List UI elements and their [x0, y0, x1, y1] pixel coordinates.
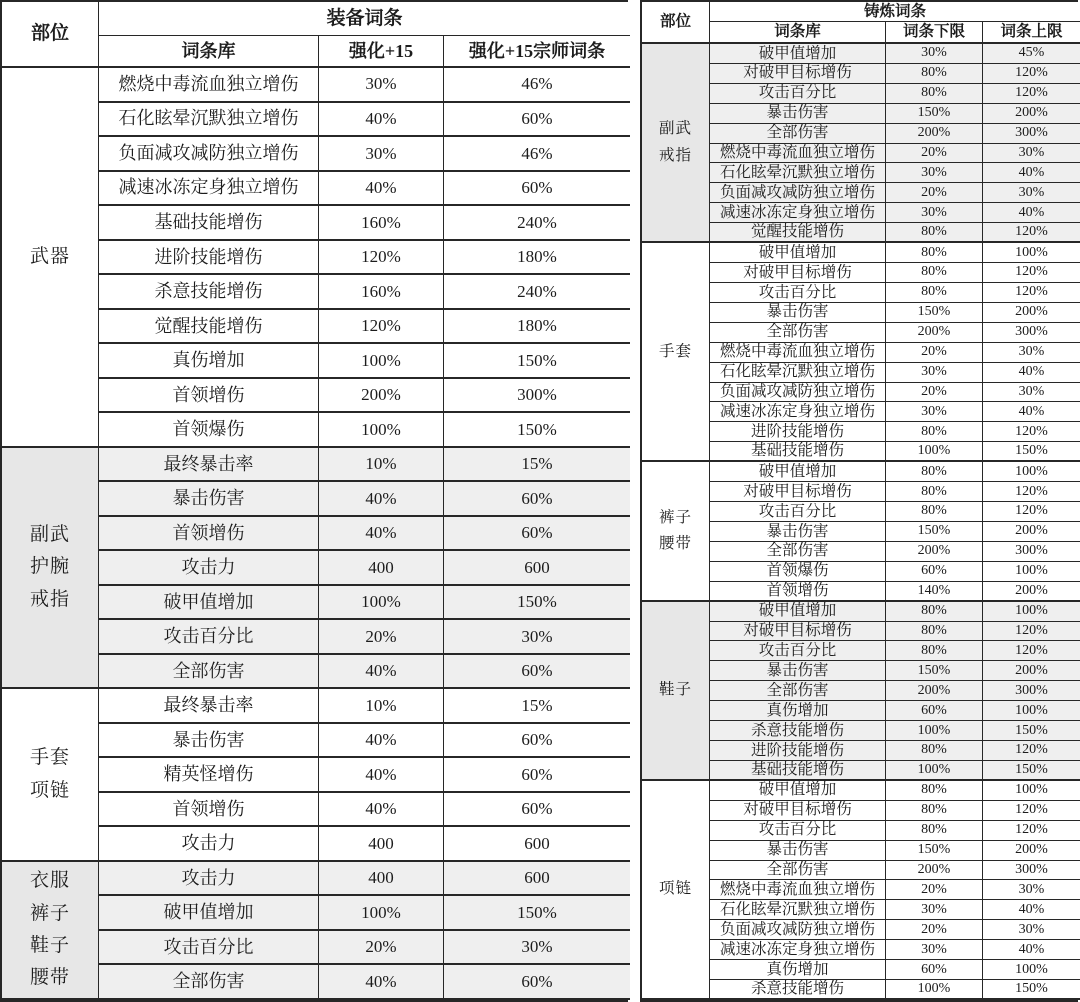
part-column-header: 部位 — [642, 2, 710, 44]
part-group-label — [642, 243, 710, 462]
affix-value-cell: 120% — [983, 482, 1080, 502]
affix-name-cell: 减速冰冻定身独立增伤 — [710, 940, 886, 960]
affix-name-cell: 杀意技能增伤 — [99, 275, 319, 310]
affix-value-cell: 20% — [886, 383, 983, 403]
affix-value-cell: 200% — [886, 542, 983, 562]
affix-value-cell: 200% — [983, 303, 1080, 323]
affix-value-cell: 200% — [983, 661, 1080, 681]
affix-value-cell: 140% — [886, 582, 983, 602]
affix-value-cell: 30% — [983, 183, 1080, 203]
affix-name-cell: 负面减攻减防独立增伤 — [710, 183, 886, 203]
affix-name-cell: 首领爆伤 — [710, 562, 886, 582]
affix-value-cell: 30% — [886, 402, 983, 422]
affix-value-cell: 20% — [886, 183, 983, 203]
affix-value-cell: 240% — [444, 206, 630, 241]
part-group-label-line: 鞋子 — [29, 934, 70, 956]
affix-value-cell: 150% — [983, 442, 1080, 462]
affix-value-cell: 80% — [886, 283, 983, 303]
affix-name-cell: 减速冰冻定身独立增伤 — [99, 172, 319, 207]
affix-value-cell: 100% — [983, 243, 1080, 263]
affix-value-cell: 15% — [444, 448, 630, 483]
part-column-header: 部位 — [2, 2, 99, 68]
affix-value-cell: 80% — [886, 801, 983, 821]
affix-value-cell: 80% — [886, 84, 983, 104]
affix-value-cell: 40% — [983, 402, 1080, 422]
affix-value-cell: 40% — [983, 900, 1080, 920]
affix-value-cell: 20% — [886, 880, 983, 900]
affix-name-cell: 破甲值增加 — [99, 896, 319, 931]
affix-value-cell: 40% — [983, 203, 1080, 223]
affix-value-cell: 40% — [319, 758, 444, 793]
affix-value-cell: 40% — [319, 793, 444, 828]
affix-name-cell: 最终暴击率 — [99, 689, 319, 724]
affix-name-cell: 攻击百分比 — [710, 84, 886, 104]
affix-name-cell: 真伤增加 — [99, 344, 319, 379]
part-group-label — [2, 689, 99, 862]
affix-name-cell: 进阶技能增伤 — [99, 241, 319, 276]
affix-name-cell: 进阶技能增伤 — [710, 422, 886, 442]
affix-value-cell: 45% — [983, 44, 1080, 64]
affix-value-cell: 30% — [886, 44, 983, 64]
affix-value-cell: 300% — [983, 681, 1080, 701]
affix-name-cell: 首领增伤 — [99, 517, 319, 552]
affix-value-cell: 400 — [319, 862, 444, 897]
affix-name-cell: 对破甲目标增伤 — [710, 263, 886, 283]
affix-value-cell: 160% — [319, 275, 444, 310]
affix-value-cell: 80% — [886, 821, 983, 841]
affix-name-cell: 全部伤害 — [710, 323, 886, 343]
affix-value-cell: 80% — [886, 462, 983, 482]
affix-name-cell: 真伤增加 — [710, 701, 886, 721]
affix-name-cell: 破甲值增加 — [710, 44, 886, 64]
affix-value-cell: 80% — [886, 422, 983, 442]
affix-value-cell: 100% — [319, 896, 444, 931]
affix-value-cell: 120% — [983, 64, 1080, 84]
affix-value-cell: 60% — [444, 724, 630, 759]
affix-value-cell: 150% — [983, 721, 1080, 741]
affix-name-cell: 觉醒技能增伤 — [710, 223, 886, 243]
affix-value-cell: 30% — [983, 144, 1080, 164]
affix-name-cell: 全部伤害 — [710, 542, 886, 562]
affix-value-cell: 120% — [983, 622, 1080, 642]
affix-name-cell: 真伤增加 — [710, 960, 886, 980]
affix-name-cell: 对破甲目标增伤 — [710, 801, 886, 821]
affix-value-cell: 300% — [983, 542, 1080, 562]
affix-value-cell: 30% — [983, 920, 1080, 940]
affix-name-cell: 暴击伤害 — [710, 841, 886, 861]
affix-value-cell: 80% — [886, 263, 983, 283]
affix-name-cell: 基础技能增伤 — [710, 761, 886, 781]
affix-value-cell: 160% — [319, 206, 444, 241]
part-group-label-line: 手套 — [658, 342, 692, 360]
part-group-label-line: 鞋子 — [658, 681, 692, 699]
affix-value-cell: 40% — [983, 940, 1080, 960]
affix-value-cell: 80% — [886, 482, 983, 502]
affix-value-cell: 200% — [983, 841, 1080, 861]
affix-value-cell: 30% — [886, 163, 983, 183]
part-group-label-line: 副武 — [29, 524, 70, 546]
affix-name-cell: 减速冰冻定身独立增伤 — [710, 402, 886, 422]
affix-name-cell: 攻击百分比 — [99, 931, 319, 966]
affix-name-cell: 全部伤害 — [710, 861, 886, 881]
affix-value-cell: 30% — [983, 343, 1080, 363]
affix-value-cell: 40% — [319, 172, 444, 207]
affix-name-cell: 暴击伤害 — [710, 104, 886, 124]
part-group-label — [2, 862, 99, 1000]
affix-value-cell: 60% — [444, 965, 630, 1000]
affix-value-cell: 60% — [444, 517, 630, 552]
affix-value-cell: 60% — [444, 655, 630, 690]
affix-name-cell: 减速冰冻定身独立增伤 — [710, 203, 886, 223]
affix-value-cell: 300% — [983, 124, 1080, 144]
affix-value-cell: 200% — [983, 104, 1080, 124]
affix-value-cell: 600 — [444, 551, 630, 586]
affix-value-cell: 30% — [886, 203, 983, 223]
affix-value-cell: 80% — [886, 243, 983, 263]
affix-name-cell: 破甲值增加 — [710, 462, 886, 482]
affix-value-cell: 120% — [983, 223, 1080, 243]
affix-name-cell: 石化眩晕沉默独立增伤 — [710, 900, 886, 920]
affix-name-cell: 暴击伤害 — [710, 661, 886, 681]
affix-name-cell: 破甲值增加 — [710, 781, 886, 801]
part-group-label-line: 裤子 — [29, 902, 70, 924]
affix-value-cell: 150% — [444, 586, 630, 621]
affix-name-cell: 燃烧中毒流血独立增伤 — [710, 880, 886, 900]
affix-value-cell: 30% — [319, 137, 444, 172]
part-group-label-line: 腰带 — [29, 967, 70, 989]
affix-name-cell: 觉醒技能增伤 — [99, 310, 319, 345]
affix-value-cell: 120% — [983, 741, 1080, 761]
affix-value-cell: 200% — [886, 124, 983, 144]
affix-name-cell: 负面减攻减防独立增伤 — [710, 383, 886, 403]
affix-name-cell: 基础技能增伤 — [710, 442, 886, 462]
column-header: 词条库 — [710, 22, 886, 44]
affix-value-cell: 120% — [983, 641, 1080, 661]
affix-value-cell: 80% — [886, 502, 983, 522]
affix-value-cell: 150% — [886, 841, 983, 861]
affix-value-cell: 200% — [886, 323, 983, 343]
affix-value-cell: 120% — [983, 263, 1080, 283]
affix-name-cell: 攻击百分比 — [99, 620, 319, 655]
part-group-label-line: 项链 — [658, 880, 692, 898]
affix-name-cell: 燃烧中毒流血独立增伤 — [99, 68, 319, 103]
affix-value-cell: 150% — [983, 761, 1080, 781]
affix-value-cell: 120% — [983, 283, 1080, 303]
affix-value-cell: 60% — [444, 172, 630, 207]
affix-value-cell: 60% — [444, 103, 630, 138]
part-group-label-line: 武器 — [29, 245, 70, 267]
affix-value-cell: 150% — [886, 104, 983, 124]
affix-name-cell: 首领增伤 — [710, 582, 886, 602]
affix-value-cell: 150% — [886, 661, 983, 681]
affix-value-cell: 40% — [319, 482, 444, 517]
part-group-label — [642, 462, 710, 601]
part-group-label-line: 戒指 — [29, 588, 70, 610]
affix-value-cell: 80% — [886, 781, 983, 801]
affix-value-cell: 80% — [886, 641, 983, 661]
affix-value-cell: 80% — [886, 741, 983, 761]
affix-name-cell: 暴击伤害 — [99, 724, 319, 759]
affix-value-cell: 600 — [444, 862, 630, 897]
affix-name-cell: 石化眩晕沉默独立增伤 — [710, 363, 886, 383]
affix-value-cell: 40% — [983, 363, 1080, 383]
affix-value-cell: 80% — [886, 223, 983, 243]
affix-name-cell: 最终暴击率 — [99, 448, 319, 483]
affix-value-cell: 46% — [444, 68, 630, 103]
affix-value-cell: 200% — [983, 582, 1080, 602]
affix-value-cell: 10% — [319, 689, 444, 724]
column-header: 词条上限 — [983, 22, 1080, 44]
affix-value-cell: 150% — [444, 413, 630, 448]
affix-value-cell: 30% — [983, 880, 1080, 900]
affix-name-cell: 攻击力 — [99, 827, 319, 862]
affix-value-cell: 200% — [319, 379, 444, 414]
affix-name-cell: 攻击百分比 — [710, 502, 886, 522]
affix-value-cell: 60% — [444, 758, 630, 793]
affix-value-cell: 30% — [886, 900, 983, 920]
affix-name-cell: 石化眩晕沉默独立增伤 — [710, 163, 886, 183]
affix-value-cell: 300% — [983, 323, 1080, 343]
part-group-label — [642, 44, 710, 243]
affix-value-cell: 120% — [319, 310, 444, 345]
affix-name-cell: 石化眩晕沉默独立增伤 — [99, 103, 319, 138]
part-group-label — [2, 448, 99, 690]
affix-name-cell: 首领爆伤 — [99, 413, 319, 448]
affix-value-cell: 20% — [886, 920, 983, 940]
affix-value-cell: 60% — [444, 482, 630, 517]
affix-name-cell: 杀意技能增伤 — [710, 721, 886, 741]
affix-name-cell: 负面减攻减防独立增伤 — [710, 920, 886, 940]
affix-value-cell: 10% — [319, 448, 444, 483]
affix-value-cell: 100% — [983, 960, 1080, 980]
affix-value-cell: 60% — [886, 701, 983, 721]
affix-name-cell: 暴击伤害 — [99, 482, 319, 517]
column-header: 强化+15 — [319, 36, 444, 68]
affix-value-cell: 240% — [444, 275, 630, 310]
affix-value-cell: 30% — [444, 620, 630, 655]
affix-name-cell: 攻击力 — [99, 862, 319, 897]
part-group-label-line: 副武 — [658, 120, 692, 138]
affix-value-cell: 600 — [444, 827, 630, 862]
table-title: 装备词条 — [99, 2, 630, 36]
column-header: 词条库 — [99, 36, 319, 68]
column-header: 强化+15宗师词条 — [444, 36, 630, 68]
affix-name-cell: 全部伤害 — [710, 124, 886, 144]
affix-name-cell: 进阶技能增伤 — [710, 741, 886, 761]
affix-name-cell: 燃烧中毒流血独立增伤 — [710, 343, 886, 363]
affix-value-cell: 60% — [886, 562, 983, 582]
affix-value-cell: 40% — [983, 163, 1080, 183]
affix-name-cell: 全部伤害 — [710, 681, 886, 701]
affix-value-cell: 400 — [319, 551, 444, 586]
part-group-label-line: 项链 — [29, 779, 70, 801]
affix-name-cell: 攻击力 — [99, 551, 319, 586]
part-group-label-line: 衣服 — [29, 870, 70, 892]
affix-value-cell: 120% — [983, 821, 1080, 841]
affix-value-cell: 150% — [444, 896, 630, 931]
forge-affix-table — [640, 0, 1078, 1002]
affix-value-cell: 120% — [319, 241, 444, 276]
affix-value-cell: 60% — [444, 793, 630, 828]
affix-name-cell: 攻击百分比 — [710, 283, 886, 303]
table-title: 铸炼词条 — [710, 2, 1080, 22]
affix-name-cell: 破甲值增加 — [710, 602, 886, 622]
affix-name-cell: 全部伤害 — [99, 965, 319, 1000]
affix-value-cell: 80% — [886, 622, 983, 642]
column-header: 词条下限 — [886, 22, 983, 44]
affix-value-cell: 20% — [319, 931, 444, 966]
affix-value-cell: 20% — [319, 620, 444, 655]
affix-value-cell: 46% — [444, 137, 630, 172]
affix-name-cell: 精英怪增伤 — [99, 758, 319, 793]
affix-value-cell: 100% — [319, 586, 444, 621]
affix-value-cell: 100% — [983, 602, 1080, 622]
affix-value-cell: 30% — [886, 363, 983, 383]
affix-name-cell: 全部伤害 — [99, 655, 319, 690]
affix-value-cell: 100% — [886, 761, 983, 781]
affix-value-cell: 30% — [444, 931, 630, 966]
affix-value-cell: 60% — [886, 960, 983, 980]
affix-value-cell: 100% — [983, 701, 1080, 721]
affix-value-cell: 100% — [983, 781, 1080, 801]
affix-value-cell: 15% — [444, 689, 630, 724]
part-group-label-line: 腰带 — [658, 534, 692, 552]
affix-name-cell: 对破甲目标增伤 — [710, 64, 886, 84]
affix-name-cell: 首领增伤 — [99, 379, 319, 414]
affix-value-cell: 30% — [319, 68, 444, 103]
affix-name-cell: 暴击伤害 — [710, 303, 886, 323]
affix-value-cell: 40% — [319, 517, 444, 552]
affix-value-cell: 120% — [983, 84, 1080, 104]
affix-name-cell: 暴击伤害 — [710, 522, 886, 542]
affix-name-cell: 攻击百分比 — [710, 641, 886, 661]
part-group-label — [2, 68, 99, 448]
affix-value-cell: 40% — [319, 965, 444, 1000]
affix-value-cell: 180% — [444, 310, 630, 345]
affix-value-cell: 100% — [983, 562, 1080, 582]
affix-name-cell: 首领增伤 — [99, 793, 319, 828]
affix-value-cell: 30% — [983, 383, 1080, 403]
affix-name-cell: 对破甲目标增伤 — [710, 622, 886, 642]
affix-value-cell: 40% — [319, 103, 444, 138]
affix-value-cell: 200% — [886, 681, 983, 701]
affix-name-cell: 杀意技能增伤 — [710, 980, 886, 1000]
part-group-label-line: 手套 — [29, 747, 70, 769]
affix-value-cell: 80% — [886, 64, 983, 84]
affix-name-cell: 破甲值增加 — [710, 243, 886, 263]
affix-value-cell: 150% — [983, 980, 1080, 1000]
part-group-label-line: 护腕 — [29, 556, 70, 578]
affix-value-cell: 400 — [319, 827, 444, 862]
affix-value-cell: 100% — [983, 462, 1080, 482]
affix-value-cell: 150% — [886, 303, 983, 323]
affix-value-cell: 300% — [983, 861, 1080, 881]
affix-value-cell: 120% — [983, 801, 1080, 821]
affix-value-cell: 80% — [886, 602, 983, 622]
part-group-label — [642, 781, 710, 1000]
affix-value-cell: 180% — [444, 241, 630, 276]
affix-value-cell: 100% — [319, 344, 444, 379]
affix-value-cell: 40% — [319, 655, 444, 690]
part-group-label-line: 戒指 — [658, 146, 692, 164]
affix-name-cell: 基础技能增伤 — [99, 206, 319, 241]
part-group-label — [642, 602, 710, 781]
affix-value-cell: 150% — [886, 522, 983, 542]
affix-name-cell: 负面减攻减防独立增伤 — [99, 137, 319, 172]
affix-name-cell: 攻击百分比 — [710, 821, 886, 841]
affix-value-cell: 120% — [983, 422, 1080, 442]
affix-value-cell: 40% — [319, 724, 444, 759]
affix-value-cell: 300% — [444, 379, 630, 414]
affix-name-cell: 对破甲目标增伤 — [710, 482, 886, 502]
affix-value-cell: 100% — [319, 413, 444, 448]
affix-value-cell: 30% — [886, 940, 983, 960]
affix-name-cell: 破甲值增加 — [99, 586, 319, 621]
affix-value-cell: 20% — [886, 144, 983, 164]
affix-value-cell: 100% — [886, 980, 983, 1000]
affix-value-cell: 150% — [444, 344, 630, 379]
affix-value-cell: 100% — [886, 721, 983, 741]
affix-value-cell: 200% — [886, 861, 983, 881]
affix-value-cell: 200% — [983, 522, 1080, 542]
affix-value-cell: 100% — [886, 442, 983, 462]
affix-value-cell: 20% — [886, 343, 983, 363]
affix-name-cell: 燃烧中毒流血独立增伤 — [710, 144, 886, 164]
affix-value-cell: 120% — [983, 502, 1080, 522]
part-group-label-line: 裤子 — [658, 508, 692, 526]
